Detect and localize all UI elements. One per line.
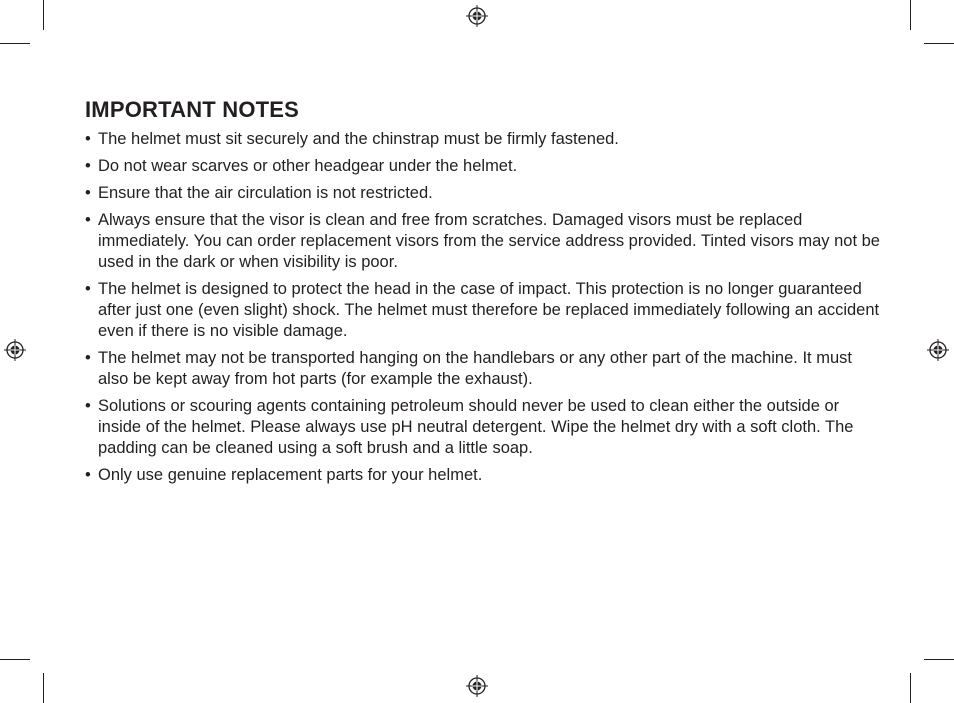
crop-mark-bottom-left-horizontal: [0, 659, 30, 660]
crop-mark-top-left-horizontal: [0, 43, 30, 44]
crop-mark-bottom-right-horizontal: [924, 659, 954, 660]
crop-mark-bottom-right-vertical: [910, 673, 911, 703]
bullet: •: [85, 211, 91, 229]
bullet: •: [85, 349, 91, 367]
crop-mark-bottom-left-vertical: [43, 673, 44, 703]
bullet: •: [85, 466, 91, 484]
registration-mark-right-icon: [927, 339, 949, 361]
note-text: Solutions or scouring agents containing petroleum should never be used to clean either the outside or inside of the helmet. Please always use pH neutral detergent. Wipe the helmet dry with a soft cloth. The padding can be cleaned using a soft brush and a little soap.: [98, 397, 854, 457]
registration-mark-top-icon: [466, 5, 488, 27]
crop-mark-top-right-vertical: [910, 0, 911, 30]
list-item: [85, 183, 885, 204]
list-item: [85, 396, 885, 459]
note-text: Always ensure that the visor is clean and free from scratches. Damaged visors must be replaced immediately. You can order replacement visors from the service address provided. Tinted visors may not be used in the dark or when visibility is poor.: [98, 211, 880, 271]
bullet: •: [85, 157, 91, 175]
bullet: •: [85, 130, 91, 148]
list-item: [85, 156, 885, 177]
list-item: [85, 348, 885, 390]
page-title: IMPORTANT NOTES: [85, 97, 300, 122]
bullet: •: [85, 280, 91, 298]
note-text: Ensure that the air circulation is not restricted.: [98, 184, 433, 202]
bullet: •: [85, 397, 91, 415]
note-text: The helmet must sit securely and the chinstrap must be firmly fastened.: [98, 130, 619, 148]
note-text: Do not wear scarves or other headgear under the helmet.: [98, 157, 518, 175]
notes-list: [85, 129, 885, 486]
list-item: [85, 465, 885, 486]
note-text: Only use genuine replacement parts for your helmet.: [98, 466, 483, 484]
list-item: [85, 210, 885, 273]
note-text: The helmet may not be transported hanging on the handlebars or any other part of the machine. It must also be kept away from hot parts (for example the exhaust).: [98, 349, 852, 388]
list-item: [85, 279, 885, 342]
crop-mark-top-left-vertical: [43, 0, 44, 30]
list-item: [85, 129, 885, 150]
crop-mark-top-right-horizontal: [924, 43, 954, 44]
important-notes-section: [85, 96, 885, 492]
note-text: The helmet is designed to protect the head in the case of impact. This protection is no longer guaranteed after just one (even slight) shock. The helmet must therefore be replaced immediately following an accident even if there is no visible damage.: [98, 280, 880, 340]
registration-mark-bottom-icon: [466, 675, 488, 697]
registration-mark-left-icon: [4, 339, 26, 361]
bullet: •: [85, 184, 91, 202]
